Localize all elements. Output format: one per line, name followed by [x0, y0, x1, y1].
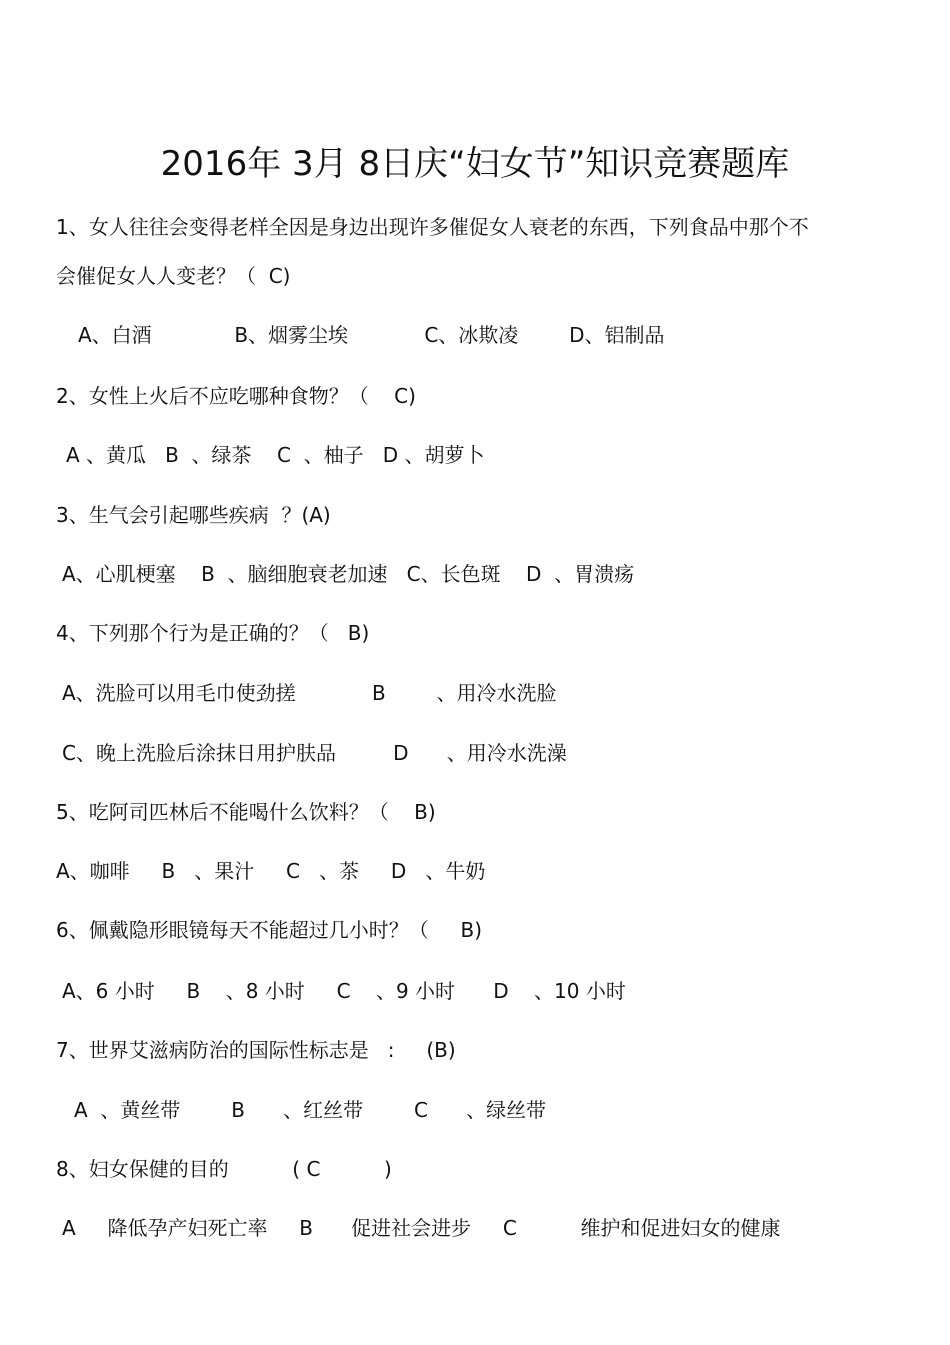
question-1-options: A、白酒 B、烟雾尘埃 C、冰欺凌 D、铝制品 — [78, 323, 665, 347]
question-2-text: 2、女性上火后不应吃哪种食物？（ C) — [56, 384, 416, 408]
question-8-text: 8、妇女保健的目的 ( C ) — [56, 1157, 392, 1181]
question-6-text: 6、佩戴隐形眼镜每天不能超过几小时？（ B) — [56, 918, 483, 942]
question-7-text: 7、世界艾滋病防治的国际性标志是 : (B) — [56, 1038, 456, 1062]
question-7-options: A 、黄丝带 B 、红丝带 C 、绿丝带 — [74, 1098, 547, 1122]
question-1-text: 1、女人往往会变得老样全因是身边出现许多催促女人衰老的东西，下列食品中那个不 — [56, 215, 809, 239]
question-2-options: A 、黄瓜 B 、绿茶 C 、柚子 D 、胡萝卜 — [66, 443, 485, 467]
question-3-options: A、心肌梗塞 B 、脑细胞衰老加速 C、长色斑 D 、胃溃疡 — [62, 562, 635, 586]
question-8-options: A 降低孕产妇死亡率 B 促进社会进步 C 维护和促进妇女的健康 — [62, 1216, 781, 1240]
question-1-text-cont: 会催促女人人变老？（ C) — [56, 264, 291, 288]
question-4-options-cd: C、晚上洗脸后涂抹日用护肤品 D 、用冷水洗澡 — [62, 741, 567, 765]
question-3-text: 3、生气会引起哪些疾病 ？(A) — [56, 503, 331, 527]
question-5-options: A、咖啡 B 、果汁 C 、茶 D 、牛奶 — [56, 859, 486, 883]
question-4-text: 4、下列那个行为是正确的？（ B) — [56, 621, 370, 645]
question-5-text: 5、吃阿司匹林后不能喝什么饮料？（ B) — [56, 800, 436, 824]
page-title: 2016年 3月 8日庆“妇女节”知识竞赛题库 — [160, 144, 790, 184]
question-6-options: A、6 小时 B 、8 小时 C 、9 小时 D 、10 小时 — [62, 979, 626, 1003]
question-4-options-ab: A、洗脸可以用毛巾使劲搓 B 、用冷水洗脸 — [62, 681, 557, 705]
